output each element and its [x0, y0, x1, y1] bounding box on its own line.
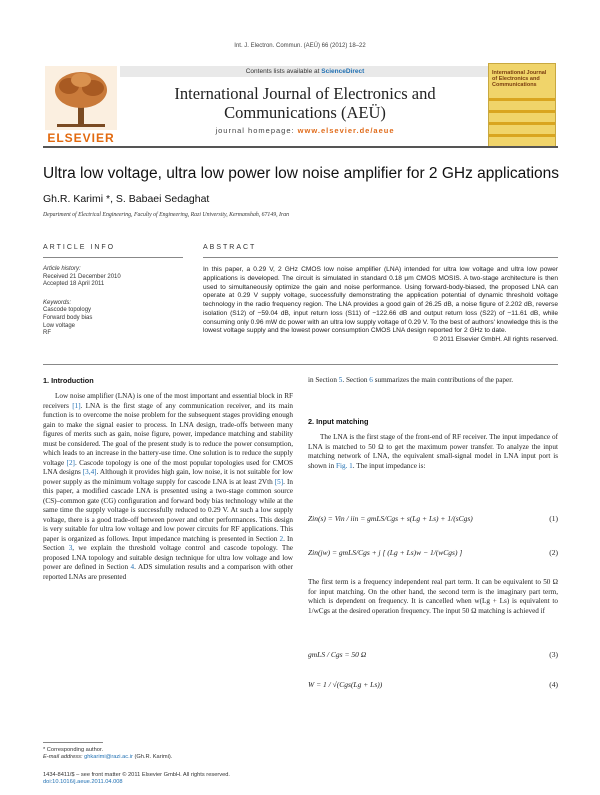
- cover-title: International Journal of Electronics and Communications: [492, 70, 547, 88]
- citation-link[interactable]: [2]: [66, 458, 75, 467]
- equation-number: (2): [549, 548, 558, 557]
- keywords-label: Keywords:: [43, 299, 72, 306]
- input-matching-heading: 2. Input matching: [308, 417, 369, 426]
- intro-paragraph: Low noise amplifier (LNA) is one of the most important and essential block in RF receivers [1]. LNA is the first stage of any communication receiver, and its main function is to overcome the noise problem for the subsequent stages providing enough gain to make the signal easier to process. In LNA design, trade-offs between many figures of merits such as gain, noise figure, power, impedance matching and stability must be considered. The goal of the present study is to reduce the power consumption, which leads to an increase in the battery-use time. One solution is to reduce the supply voltage [2]. Cascode topology is one of the most popular topologies used for CMOS LNA designs [3,4]. Although it provides high gain, low noise, it is not suitable for low power supply as the minimum voltage supply for cascode LNA is at least 2Vth [5]. In this paper, a modified cascade LNA is presented using a two-stage common source (CS)–common gate (CG) configuration and forward body bias technology while at the same time the supply voltage is successfully reduced to 0.29 V. At such a low supply voltage, there is a good trade-off between power and other performances. This design is very suitable for ultra low voltage and low power circuits for RF applications. This paper is organized as follows. Input impedance matching is presented in Section 2. In Section 3, we explain the threshold voltage control and cascode topology. The proposed LNA topology and suitable design technique for ultra low voltage and low power are defined in Section 4. ADS simulation results and a comparison with other reported LNAs are presented: [43, 392, 294, 581]
- abstract-rule: [203, 257, 558, 258]
- section-link[interactable]: 6: [369, 376, 373, 384]
- equation-number: (3): [549, 650, 558, 659]
- figure-link[interactable]: Fig. 1: [335, 461, 353, 470]
- citation-link[interactable]: [5]: [274, 477, 284, 486]
- cover-stripe: [489, 110, 555, 113]
- received-date: Received 21 December 2010: [43, 273, 121, 280]
- issn-line: 1434-8411/$ – see front matter © 2011 Elsevier GmbH. All rights reserved.: [43, 772, 231, 778]
- intro-continuation: [308, 376, 558, 386]
- journal-cover-thumbnail: [488, 63, 556, 147]
- corresponding-author-note: * Corresponding author.: [43, 747, 104, 753]
- header-rule: [43, 146, 558, 148]
- equation-4: W = 1 / √(Cgs(Lg + Ls)) (4): [308, 680, 558, 689]
- article-info-rule: [43, 257, 183, 258]
- footnote-rule: [43, 742, 103, 743]
- abstract-copyright: © 2011 Elsevier GmbH. All rights reserved.: [433, 336, 558, 343]
- abstract-heading: ABSTRACT: [203, 244, 257, 251]
- homepage-prefix: journal homepage:: [215, 126, 298, 135]
- keyword: RF: [43, 330, 51, 337]
- abstract-text: In this paper, a 0.29 V, 2 GHz CMOS low noise amplifier (LNA) intended for ultra low voltage and ultra low power applications is developed. The circuit is simulated in standard 0.18 μm CMOS MOSIS. A two-stage architecture is then used to simultaneously optimize the gain and noise performance. Using forward-body-biased, the proposed LNA can operate at 0.29 V supply voltage, successfully demonstrating the application potential of dynamic threshold voltage technology in the radio frequency region. The LNA provides a good gain of 26.25 dB, a noise figure of 2.202 dB, reverse isolation (S12) of −59.04 dB, input return loss (S11) of −122.66 dB and output return loss (S22) of −11.61 dB, while consuming only 0.96 mW dc power with an ultra low supply voltage of 0.29 V. To the best of authors' knowledge this is the lowest voltage supply and the lowest power consumption CMOS LNA design reported for 2 GHz to date.: [203, 266, 558, 335]
- history-label: Article history:: [43, 266, 81, 272]
- intro-body: [43, 392, 293, 582]
- journal-reference: Int. J. Electron. Commun. (AEÜ) 66 (2012) 18–22: [234, 43, 366, 49]
- equation-1: Zin(s) = Vin / iin = gmLS/Cgs + s(Lg + Ls) + 1/(sCgs) (1): [308, 514, 558, 523]
- section-link[interactable]: 4: [130, 563, 135, 571]
- article-authors: Gh.R. Karimi *, S. Babaei Sedaghat: [43, 193, 210, 205]
- intro-continuation-text: in Section 5. Section 6 summarizes the main contributions of the paper.: [308, 376, 514, 384]
- keyword: Cascode topology: [43, 307, 92, 314]
- section-link[interactable]: 3: [68, 544, 73, 552]
- accepted-date: Accepted 18 April 2011: [43, 281, 105, 288]
- homepage-link[interactable]: www.elsevier.de/aeue: [297, 126, 395, 135]
- section-link[interactable]: 2: [279, 534, 284, 543]
- doi-link[interactable]: doi:10.1016/j.aeue.2011.04.008: [43, 779, 123, 786]
- citation-link[interactable]: [3,4]: [82, 468, 97, 476]
- abstract-bottom-rule: [43, 364, 558, 365]
- elsevier-wordmark: ELSEVIER: [47, 131, 115, 145]
- author-affiliation: Department of Electrical Engineering, Faculty of Engineering, Razi University, Kermanshah, 67149, Iran: [43, 212, 290, 218]
- intro-heading: 1. Introduction: [43, 376, 94, 385]
- equation-number: (4): [549, 680, 558, 689]
- matching-explanation-text: The first term is a frequency independent real part term. It can be equivalent to 50 Ω for input matching. On the other hand, the second term is the imaginary part term, which is dependent on frequency. It is cancelled when w(Lg + Ls) is equivalent to 1/wCgs at the desired operation frequency. The input 50 Ω matching is achieved if: [308, 578, 558, 615]
- footnote: [43, 747, 293, 762]
- keyword: Forward body bias: [43, 314, 93, 321]
- input-matching-body: [308, 433, 558, 471]
- elsevier-tree-logo: [45, 66, 117, 130]
- matching-explanation: [308, 578, 558, 616]
- article-info: [43, 266, 183, 338]
- section-link[interactable]: 5: [338, 376, 343, 384]
- email-line: E-mail address: ghkarimi@razi.ac.ir (Gh.R. Karimi).: [43, 754, 173, 761]
- cover-stripe: [489, 134, 555, 137]
- keyword: Low voltage: [43, 322, 76, 329]
- contents-bar: [120, 66, 490, 77]
- citation-link[interactable]: [1]: [72, 401, 81, 410]
- sciencedirect-link[interactable]: ScienceDirect: [321, 68, 365, 75]
- journal-name: International Journal of Electronics and Communications (AEÜ): [174, 84, 436, 122]
- contents-prefix: Contents lists available at: [245, 68, 322, 75]
- abstract-body: [203, 266, 558, 345]
- equation-number: (1): [549, 514, 558, 523]
- equation-3: gmLS / Cgs = 50 Ω (3): [308, 650, 558, 659]
- journal-homepage: [120, 126, 490, 135]
- equation-2: Zin(jw) = gmLS/Cgs + j [ (Lg + Ls)w − 1/(wCgs) ] (2): [308, 548, 558, 557]
- cover-stripe: [489, 122, 555, 125]
- email-link[interactable]: ghkarimi@razi.ac.ir: [84, 754, 133, 761]
- cover-stripe: [489, 98, 555, 101]
- article-title: Ultra low voltage, ultra low power low noise amplifier for 2 GHz applications: [43, 165, 560, 182]
- input-matching-paragraph: The LNA is the first stage of the front-end of RF receiver. The input impedance of LNA is matched to 50 Ω to get the maximum power transfer. To analyze the input matching network of LNA, the equivalent small-signal model in LNA input port is shown in Fig. 1. The input impedance is:: [308, 433, 558, 470]
- publication-info: [43, 772, 323, 786]
- article-info-heading: ARTICLE INFO: [43, 244, 116, 251]
